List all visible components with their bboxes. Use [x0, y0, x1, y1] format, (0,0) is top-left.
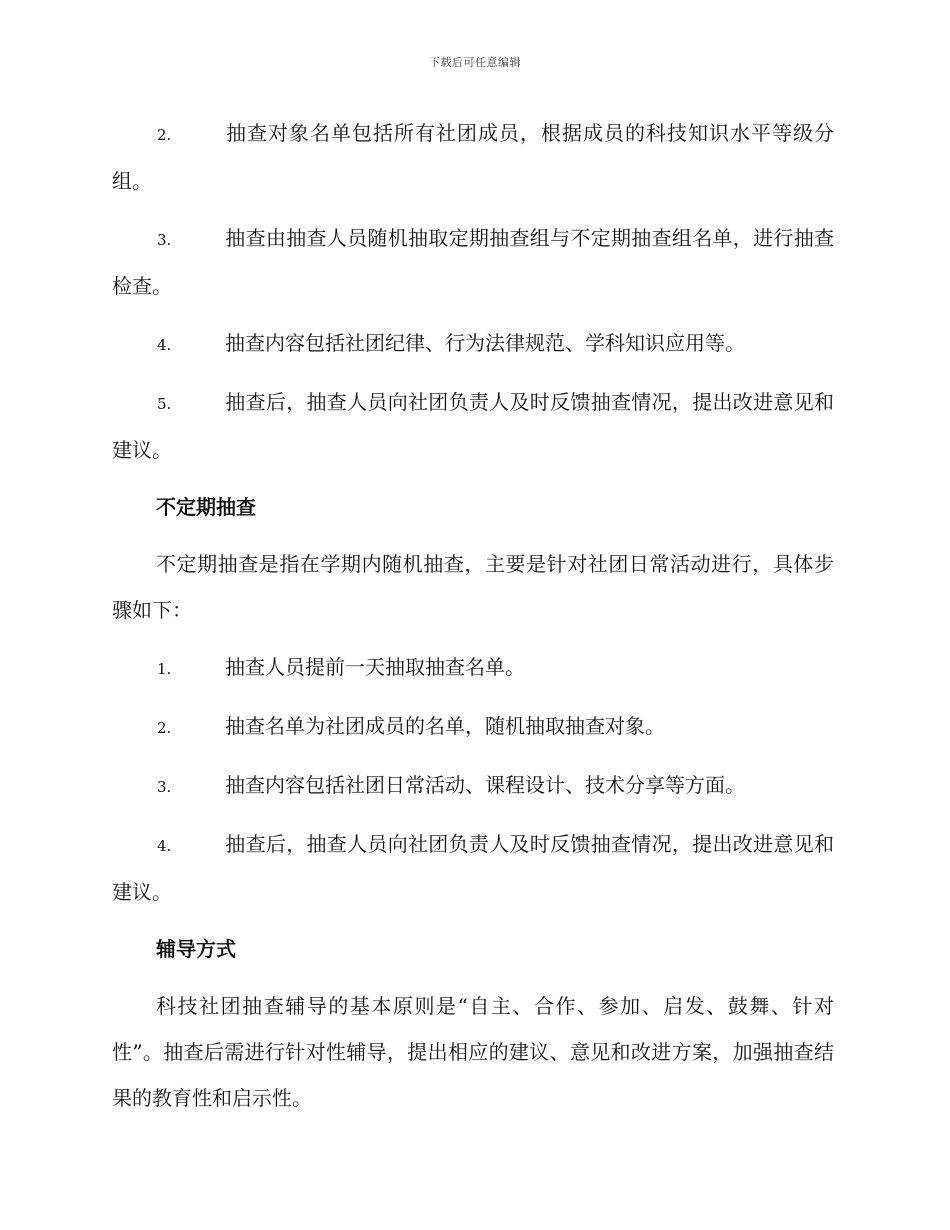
list-item: [112, 320, 834, 368]
list-item-text: 抽查人员提前一天抽取抽查名单。: [225, 655, 525, 679]
list-item-text: 抽查内容包括社团日常活动、课程设计、技术分享等方面。: [225, 773, 745, 797]
list-item: [112, 762, 834, 810]
list-item: [112, 644, 834, 692]
list-item-number: 3.: [157, 231, 172, 249]
section-heading-guidance-method: 辅导方式: [156, 937, 236, 961]
guidance-paragraph: 科技社团抽查辅导的基本原则是“自主、合作、参加、启发、鼓舞、针对性”。抽查后需进行针对性辅导，提出相应的建议、意见和改进方案，加强抽查结果的教育性和启示性。: [112, 994, 834, 1110]
page-header: 下载后可任意编辑: [429, 56, 521, 69]
list-item-number: 3.: [157, 778, 172, 796]
list-item-text: 抽查由抽查人员随机抽取定期抽查组与不定期抽查组名单，进行抽查检查。: [112, 226, 834, 298]
list-item-text: 抽查名单为社团成员的名单，随机抽取抽查对象。: [225, 714, 665, 738]
section-intro-paragraph: 不定期抽查是指在学期内随机抽查，主要是针对社团日常活动进行，具体步骤如下：: [112, 552, 834, 622]
list-item-number: 4.: [157, 837, 172, 855]
list-item-number: 1.: [157, 660, 172, 678]
list-item-number: 5.: [157, 395, 172, 413]
list-item-text: 抽查后，抽查人员向社团负责人及时反馈抽查情况，提出改进意见和建议。: [112, 832, 834, 904]
list-item-number: 2.: [157, 719, 172, 737]
section-heading-irregular-check: 不定期抽查: [156, 495, 256, 519]
list-item: [112, 215, 834, 309]
list-item-text: 抽查对象名单包括所有社团成员，根据成员的科技知识水平等级分组。: [112, 121, 834, 193]
list-item: [112, 379, 834, 473]
list-item-number: 4.: [157, 336, 172, 354]
list-item-text: 抽查内容包括社团纪律、行为法律规范、学科知识应用等。: [225, 331, 745, 355]
list-item: [112, 110, 834, 204]
list-item: [112, 821, 834, 915]
document-body: [112, 110, 834, 1132]
list-item-text: 抽查后，抽查人员向社团负责人及时反馈抽查情况，提出改进意见和建议。: [112, 390, 834, 462]
list-item-number: 2.: [157, 126, 172, 144]
list-item: [112, 703, 834, 751]
